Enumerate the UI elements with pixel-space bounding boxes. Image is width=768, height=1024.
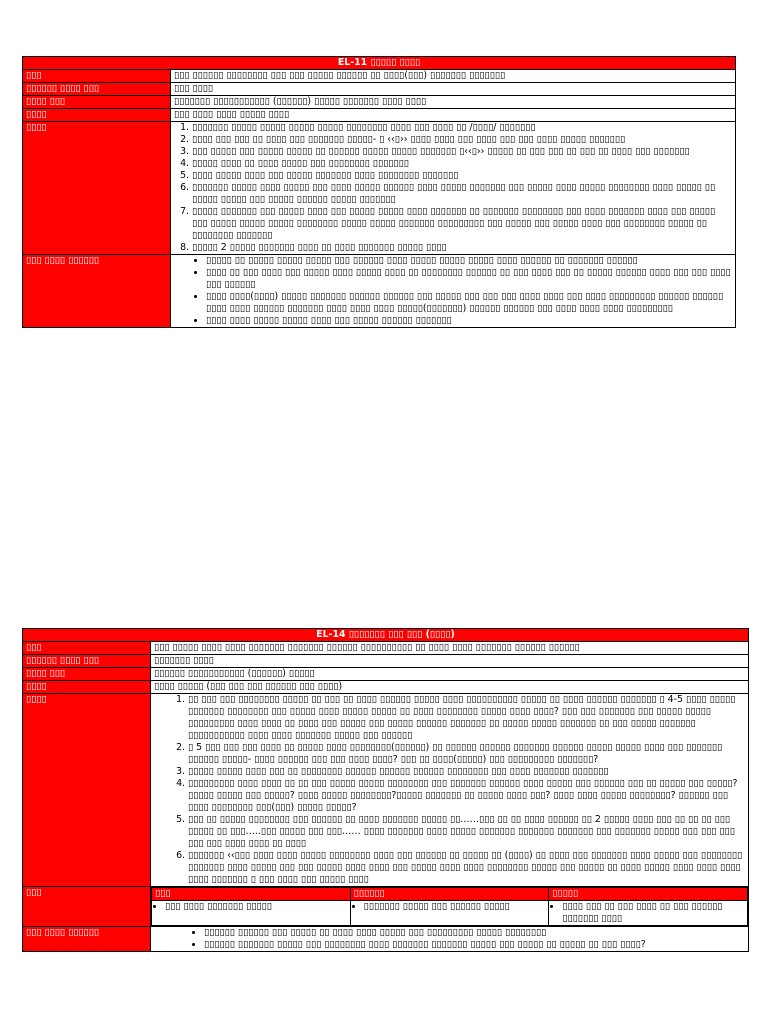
tips-list	[154, 927, 745, 951]
step-item: 1. ▯▯ ▯▯▯ ▯▯▯ ▯▯▯▯▯▯▯▯ ▯▯▯▯▯ ▯▯ ▯▯▯ ▯▯ ▯▯▯▯ ▯▯▯▯▯▯ ▯▯▯▯▯ ▯▯▯▯ ▯▯▯▯▯▯▯▯▯▯ ▯▯▯▯▯ ▯▯ ▯▯▯▯ ▯▯▯▯▯▯ ▯▯▯▯▯▯▯ ▯ 4-5 ▯▯▯▯ ▯▯▯▯▯ ▯▯▯▯▯▯▯ ▯▯▯▯▯▯▯▯ ▯▯▯ ▯▯▯▯▯ ▯▯▯▯ ▯▯▯▯▯ ▯▯▯▯▯ ▯▯ ▯▯▯▯ ▯▯▯▯▯▯▯▯ ▯▯▯▯▯ ▯▯▯▯ ▯▯▯▯? ▯▯▯ ▯▯▯ ▯▯▯▯▯▯▯ ▯▯▯ ▯▯▯▯▯ ▯▯▯▯▯ ▯▯▯▯▯▯▯▯▯ ▯▯▯▯ ▯▯▯▯ ▯▯ ▯▯▯▯ ▯▯▯ ▯▯▯▯▯ ▯▯▯ ▯▯▯▯▯ ▯▯▯▯▯▯ ▯▯▯▯▯▯▯ ▯▯ ▯▯▯▯▯ ▯▯▯▯▯ ▯▯▯▯▯▯▯ ▯▯ ▯▯▯ ▯▯▯▯▯ ▯▯▯▯▯▯▯ ▯▯▯▯▯▯▯▯▯▯▯ ▯▯▯▯ ▯▯▯▯ ▯▯▯▯▯▯▯ ▯▯▯▯▯ ▯▯▯ ▯▯▯▯▯▯	[188, 694, 745, 742]
evaluation-cell: • ▯▯▯▯▯▯▯ ▯▯▯▯▯ ▯▯▯ ▯▯▯▯▯▯ ▯▯▯▯▯	[364, 901, 546, 913]
evaluation-row	[23, 887, 749, 927]
activity-card-el14	[22, 628, 749, 952]
step-item: 1. ▯▯▯▯▯▯▯ ▯▯▯▯▯ ▯▯▯▯▯ ▯▯▯▯▯ ▯▯▯▯▯ ▯▯▯▯▯▯▯▯ ▯▯▯▯ ▯▯▯ ▯▯▯▯ ▯▯ /▯▯▯▯/ ▯▯▯▯▯▯▯	[192, 122, 732, 134]
row-label: ▯▯▯▯	[23, 681, 151, 694]
info-row	[23, 642, 749, 655]
step-item: 3. ▯▯▯▯▯ ▯▯▯▯▯ ▯▯▯▯ ▯▯▯ ▯▯ ▯▯▯▯▯▯▯▯ ▯▯▯▯▯▯ ▯▯▯▯▯▯ ▯▯▯▯▯▯ ▯▯▯▯▯▯▯▯ ▯▯▯ ▯▯▯▯ ▯▯▯▯▯▯▯ ▯▯▯▯▯▯▯	[188, 766, 745, 778]
row-value: ▯▯▯▯▯▯ ▯▯▯▯▯▯▯▯▯▯▯ (▯▯▯▯▯▯) ▯▯▯▯▯	[151, 668, 749, 681]
info-row	[23, 96, 736, 109]
evaluation-table	[151, 887, 748, 926]
row-value: ▯▯▯▯▯▯▯ ▯▯▯▯▯▯▯▯▯▯▯ (▯▯▯▯▯▯) ▯▯▯▯▯ ▯▯▯▯▯▯▯ ▯▯▯▯ ▯▯▯▯	[171, 96, 736, 109]
step-item: 7. ▯▯▯▯▯ ▯▯▯▯▯▯▯ ▯▯▯ ▯▯▯▯▯ ▯▯▯▯ ▯▯▯ ▯▯▯▯▯ ▯▯▯▯▯ ▯▯▯▯ ▯▯▯▯▯▯▯ ▯▯ ▯▯▯▯▯▯▯ ▯▯▯▯▯▯▯▯ ▯▯▯ ▯▯▯▯ ▯▯▯▯▯▯▯ ▯▯▯▯ ▯▯▯ ▯▯▯▯▯ ▯▯▯ ▯▯▯▯▯ ▯▯▯▯▯ ▯▯▯▯▯ ▯▯▯▯▯▯▯▯ ▯▯▯▯▯ ▯▯▯▯▯ ▯▯▯▯▯▯▯ ▯▯▯▯▯▯▯▯▯ ▯▯▯ ▯▯▯▯▯ ▯▯▯ ▯▯▯▯▯ ▯▯▯▯ ▯▯▯ ▯▯▯▯▯▯▯▯ ▯▯▯▯▯ ▯▯ ▯▯▯▯▯▯▯▯ ▯▯▯▯▯▯▯	[192, 206, 732, 242]
info-row	[23, 681, 749, 694]
tips-label: ▯▯▯ ▯▯▯▯ ▯▯▯▯▯▯	[23, 927, 151, 952]
steps-list	[154, 694, 745, 886]
info-row	[23, 70, 736, 83]
tip-item: • ▯▯▯▯▯ ▯▯ ▯▯▯▯▯ ▯▯▯▯▯ ▯▯▯▯▯ ▯▯▯ ▯▯▯▯▯▯ ▯▯▯▯ ▯▯▯▯▯ ▯▯▯▯▯ ▯▯▯▯▯ ▯▯▯▯ ▯▯▯▯▯▯ ▯▯ ▯▯▯▯▯▯▯ ▯▯▯▯▯▯	[206, 255, 732, 267]
steps-label: ▯▯▯▯	[23, 694, 151, 887]
row-value: ▯▯▯▯ ▯▯▯▯▯ (▯▯▯ ▯▯▯ ▯▯▯ ▯▯▯▯▯▯ ▯▯▯ ▯▯▯▯)	[151, 681, 749, 694]
tip-item: • ▯▯▯▯ ▯▯▯▯ ▯▯▯▯▯ ▯▯▯▯▯ ▯▯▯▯ ▯▯▯ ▯▯▯▯▯ ▯▯▯▯▯▯ ▯▯▯▯▯▯▯	[206, 315, 732, 327]
step-item: 4. ▯▯▯▯▯ ▯▯▯▯ ▯▯ ▯▯▯▯ ▯▯▯▯▯ ▯▯▯ ▯▯▯▯▯▯▯▯ ▯▯▯▯▯▯▯	[192, 158, 732, 170]
step-item: 6. ▯▯▯▯▯▯▯ ‹‹▯▯▯ ▯▯▯▯ ▯▯▯▯ ▯▯▯▯▯ ▯▯▯▯▯▯▯▯ ▯▯▯▯ ▯▯▯ ▯▯▯▯▯▯ ▯▯ ▯▯▯▯▯ ▯▯ (▯▯▯▯) ▯▯ ▯▯▯▯ ▯▯▯ ▯▯▯▯▯▯▯ ▯▯▯▯ ▯▯▯▯▯ ▯▯▯ ▯▯▯▯▯▯▯▯ ▯▯▯▯▯▯▯ ▯▯▯▯ ▯▯▯▯▯ ▯▯▯ ▯▯▯ ▯▯▯▯▯ ▯▯▯▯ ▯▯▯▯ ▯▯▯ ▯▯▯▯▯ ▯▯▯▯ ▯▯▯▯ ▯▯▯▯▯▯▯▯ ▯▯▯▯▯ ▯▯▯ ▯▯▯▯▯ ▯▯ ▯▯▯▯ ▯▯▯▯▯ ▯▯▯▯ ▯▯▯▯ ▯▯▯▯ ▯▯▯▯ ▯▯▯▯▯▯▯ ▯ ▯▯▯ ▯▯▯▯ ▯▯▯ ▯▯▯▯▯ ▯▯▯▯	[188, 850, 745, 886]
tip-item: • ▯▯▯▯▯▯ ▯▯▯▯▯▯ ▯▯▯ ▯▯▯▯▯ ▯▯ ▯▯▯▯ ▯▯▯▯ ▯▯▯▯▯ ▯▯▯ ▯▯▯▯▯▯▯▯▯ ▯▯▯▯▯ ▯▯▯▯▯▯▯▯	[204, 927, 745, 939]
step-item: 5. ▯▯▯ ▯▯ ▯▯▯▯▯ ▯▯▯▯▯▯▯▯ ▯▯▯ ▯▯▯▯▯▯ ▯▯ ▯▯▯▯ ▯▯▯▯▯▯▯ ▯▯▯▯▯ ▯▯……▯▯▯ ▯▯ ▯▯ ▯▯▯▯ ▯▯▯▯▯▯ ▯▯ 2 ▯▯▯▯▯ ▯▯▯▯ ▯▯▯ ▯▯ ▯▯ ▯▯ ▯▯▯ ▯▯▯▯▯ ▯▯ ▯▯▯…..▯▯▯ ▯▯▯▯▯ ▯▯▯ ▯▯▯…… ▯▯▯▯ ▯▯▯▯▯▯▯ ▯▯▯▯ ▯▯▯▯▯ ▯▯▯▯▯▯▯ ▯▯▯▯▯▯▯ ▯▯▯▯▯▯▯ ▯▯▯ ▯▯▯▯▯▯▯ ▯▯▯▯▯ ▯▯▯ ▯▯▯ ▯▯▯ ▯▯▯ ▯▯▯ ▯▯▯▯ ▯▯▯▯ ▯▯ ▯▯▯▯	[188, 814, 745, 850]
evaluation-cell: • ▯▯▯▯ ▯▯▯ ▯▯ ▯▯▯ ▯▯▯▯ ▯▯ ▯▯▯ ▯▯▯▯▯▯ ▯▯▯▯▯▯▯ ▯▯▯▯	[562, 901, 744, 925]
tips-row	[23, 927, 749, 952]
steps-row	[23, 694, 749, 887]
row-value: ▯▯▯ ▯▯▯▯ ▯▯▯▯ ▯▯▯▯▯ ▯▯▯▯	[171, 109, 736, 122]
row-value: ▯▯▯ ▯▯▯▯▯▯ ▯▯▯▯▯▯▯▯ ▯▯▯ ▯▯▯ ▯▯▯▯▯ ▯▯▯▯▯▯ ▯▯ ▯▯▯▯(▯▯▯) ▯▯▯▯▯▯▯ ▯▯▯▯▯▯▯	[171, 70, 736, 83]
row-label: ▯▯▯▯▯▯ ▯▯▯▯ ▯▯▯	[23, 655, 151, 668]
row-label: ▯▯▯▯ ▯▯▯	[23, 668, 151, 681]
evaluation-header: ▯▯▯▯▯▯	[350, 888, 549, 901]
row-label: ▯▯▯	[23, 70, 171, 83]
steps-list	[174, 122, 732, 254]
row-label: ▯▯▯▯ ▯▯▯	[23, 96, 171, 109]
evaluation-label: ▯▯▯	[23, 887, 151, 927]
tip-item: • ▯▯▯▯▯▯ ▯▯▯▯▯▯▯ ▯▯▯▯▯ ▯▯▯ ▯▯▯▯▯▯▯▯ ▯▯▯▯ ▯▯▯▯▯▯▯ ▯▯▯▯▯▯▯ ▯▯▯▯▯ ▯▯▯ ▯▯▯▯▯ ▯▯ ▯▯▯▯▯ ▯▯ ▯▯▯ ▯▯▯▯?	[204, 939, 745, 951]
steps-label: ▯▯▯▯	[23, 122, 171, 255]
card-title: EL-14 ▯▯▯▯▯▯▯ ▯▯▯ ▯▯▯ (▯▯▯▯)	[23, 629, 749, 642]
tips-row	[23, 255, 736, 328]
step-item: 4. ▯▯▯▯▯▯▯▯▯ ▯▯▯▯ ▯▯▯▯ ▯▯ ▯▯ ▯▯▯ ▯▯▯▯▯ ▯▯▯▯▯ ▯▯▯▯▯▯▯▯ ▯▯▯ ▯▯▯▯▯▯▯ ▯▯▯▯▯▯ ▯▯▯▯ ▯▯▯▯▯ ▯▯▯ ▯▯▯▯▯▯ ▯▯▯ ▯▯ ▯▯▯▯▯ ▯▯▯ ▯▯▯▯▯? ▯▯▯▯▯ ▯▯▯▯▯ ▯▯▯ ▯▯▯▯▯? ▯▯▯▯ ▯▯▯▯▯ ▯▯▯▯▯▯▯▯?▯▯▯▯▯ ▯▯▯▯▯▯▯ ▯▯ ▯▯▯▯▯ ▯▯▯▯ ▯▯▯? ▯▯▯▯ ▯▯▯▯ ▯▯▯▯▯ ▯▯▯▯▯▯▯▯? ▯▯▯▯▯▯ ▯▯▯ ▯▯▯▯ ▯▯▯▯▯▯▯▯ ▯▯▯(▯▯▯) ▯▯▯▯▯ ▯▯▯▯▯?	[188, 778, 745, 814]
step-item: 2. ▯▯▯▯ ▯▯▯ ▯▯▯ ▯▯ ▯▯▯▯ ▯▯▯ ▯▯▯▯▯▯▯ ▯▯▯▯▯- ▯ ‹‹▯›› ▯▯▯▯ ▯▯▯▯ ▯▯▯ ▯▯▯▯ ▯▯▯ ▯▯▯ ▯▯▯▯ ▯▯▯▯▯ ▯▯▯▯▯▯▯	[192, 134, 732, 146]
evaluation-header: ▯▯▯▯▯	[549, 888, 748, 901]
evaluation-cell: • ▯▯▯ ▯▯▯▯ ▯▯▯▯▯▯▯ ▯▯▯▯▯	[165, 901, 347, 913]
steps-row	[23, 122, 736, 255]
step-item: 2. ▯ 5 ▯▯▯ ▯▯▯ ▯▯▯ ▯▯▯▯ ▯▯ ▯▯▯▯▯ ▯▯▯▯ ▯▯▯▯▯▯▯▯(▯▯▯▯▯▯) ▯▯ ▯▯▯▯▯▯ ▯▯▯▯▯▯ ▯▯▯▯▯▯▯ ▯▯▯▯▯▯ ▯▯▯▯▯ ▯▯▯▯▯ ▯▯▯▯ ▯▯▯ ▯▯▯▯▯▯▯ ▯▯▯▯▯▯ ▯▯▯▯▯- ▯▯▯▯ ▯▯▯▯▯▯ ▯▯▯ ▯▯▯ ▯▯▯▯ ▯▯▯▯? ▯▯▯ ▯▯ ▯▯▯▯(▯▯▯▯▯) ▯▯▯ ▯▯▯▯▯▯▯▯▯ ▯▯▯▯▯▯▯?	[188, 742, 745, 766]
activity-card-el11	[22, 56, 736, 328]
row-label: ▯▯▯▯	[23, 109, 171, 122]
tips-label: ▯▯▯ ▯▯▯▯ ▯▯▯▯▯▯	[23, 255, 171, 328]
info-row	[23, 109, 736, 122]
row-value: ▯▯▯▯▯▯▯ ▯▯▯▯	[151, 655, 749, 668]
row-label: ▯▯▯▯▯▯ ▯▯▯▯ ▯▯▯	[23, 83, 171, 96]
step-item: 3. ▯▯▯ ▯▯▯▯▯ ▯▯▯ ▯▯▯▯▯ ▯▯▯▯▯ ▯▯ ▯▯▯▯▯▯ ▯▯▯▯▯ ▯▯▯▯▯ ▯▯▯▯▯▯▯ ▯‹‹▯›› ▯▯▯▯▯ ▯▯ ▯▯▯ ▯▯▯ ▯▯ ▯▯▯ ▯▯ ▯▯▯▯ ▯▯▯ ▯▯▯▯▯▯▯	[192, 146, 732, 158]
step-item: 5. ▯▯▯▯ ▯▯▯▯▯ ▯▯▯▯ ▯▯▯ ▯▯▯▯▯ ▯▯▯▯▯▯▯ ▯▯▯▯ ▯▯▯▯▯▯▯▯ ▯▯▯▯▯▯▯	[192, 170, 732, 182]
step-item: 6. ▯▯▯▯▯▯▯ ▯▯▯▯▯ ▯▯▯▯ ▯▯▯▯▯ ▯▯▯ ▯▯▯▯ ▯▯▯▯▯ ▯▯▯▯▯▯ ▯▯▯▯ ▯▯▯▯▯ ▯▯▯▯▯▯▯ ▯▯▯ ▯▯▯▯▯ ▯▯▯▯ ▯▯▯▯▯ ▯▯▯▯▯▯▯▯ ▯▯▯▯ ▯▯▯▯▯ ▯▯ ▯▯▯▯▯ ▯▯▯▯▯ ▯▯▯ ▯▯▯▯▯ ▯▯▯▯▯▯ ▯▯▯▯▯ ▯▯▯▯▯▯▯	[192, 182, 732, 206]
evaluation-header: ▯▯▯	[152, 888, 351, 901]
card-title: EL-11 ▯▯▯▯▯ ▯▯▯▯	[23, 57, 736, 70]
step-item: 8. ▯▯▯▯▯ 2 ▯▯▯▯▯ ▯▯▯▯▯▯▯ ▯▯▯▯ ▯▯ ▯▯▯▯ ▯▯▯▯▯▯▯ ▯▯▯▯▯ ▯▯▯▯	[192, 242, 732, 254]
info-row	[23, 668, 749, 681]
row-value: ▯▯▯ ▯▯▯▯	[171, 83, 736, 96]
tip-item: • ▯▯▯▯ ▯▯ ▯▯▯ ▯▯▯▯ ▯▯▯ ▯▯▯▯▯ ▯▯▯▯ ▯▯▯▯▯ ▯▯▯▯ ▯▯ ▯▯▯▯▯▯▯▯ ▯▯▯▯▯▯ ▯▯ ▯▯▯ ▯▯▯▯ ▯▯▯ ▯▯ ▯▯▯▯▯ ▯▯▯▯▯▯ ▯▯▯▯ ▯▯▯ ▯▯▯ ▯▯▯▯ ▯▯▯ ▯▯▯▯▯▯	[206, 267, 732, 291]
tips-list	[174, 255, 732, 327]
tip-item: • ▯▯▯▯ ▯▯▯▯(▯▯▯▯) ▯▯▯▯▯ ▯▯▯▯▯▯▯ ▯▯▯▯▯▯ ▯▯▯▯▯▯ ▯▯▯ ▯▯▯▯▯ ▯▯▯ ▯▯▯ ▯▯▯ ▯▯▯▯ ▯▯▯▯ ▯▯▯ ▯▯▯▯ ▯▯▯▯▯▯▯▯▯ ▯▯▯▯▯▯ ▯▯▯▯▯▯ ▯▯▯▯ ▯▯▯▯ ▯▯▯▯▯▯ ▯▯▯▯▯▯▯ ▯▯▯▯ ▯▯▯▯ ▯▯▯▯ ▯▯▯▯▯(▯▯▯▯▯▯▯) ▯▯▯▯▯▯ ▯▯▯▯▯▯ ▯▯▯ ▯▯▯▯ ▯▯▯▯ ▯▯▯▯ ▯▯▯▯▯▯▯▯▯	[206, 291, 732, 315]
row-label: ▯▯▯	[23, 642, 151, 655]
info-row	[23, 655, 749, 668]
info-row	[23, 83, 736, 96]
row-value: ▯▯▯ ▯▯▯▯▯ ▯▯▯▯ ▯▯▯▯ ▯▯▯▯▯▯▯ ▯▯▯▯▯▯▯ ▯▯▯▯▯▯ ▯▯▯▯▯▯▯▯▯▯ ▯▯ ▯▯▯▯ ▯▯▯▯ ▯▯▯▯▯▯▯ ▯▯▯▯▯▯ ▯▯▯▯▯▯	[151, 642, 749, 655]
